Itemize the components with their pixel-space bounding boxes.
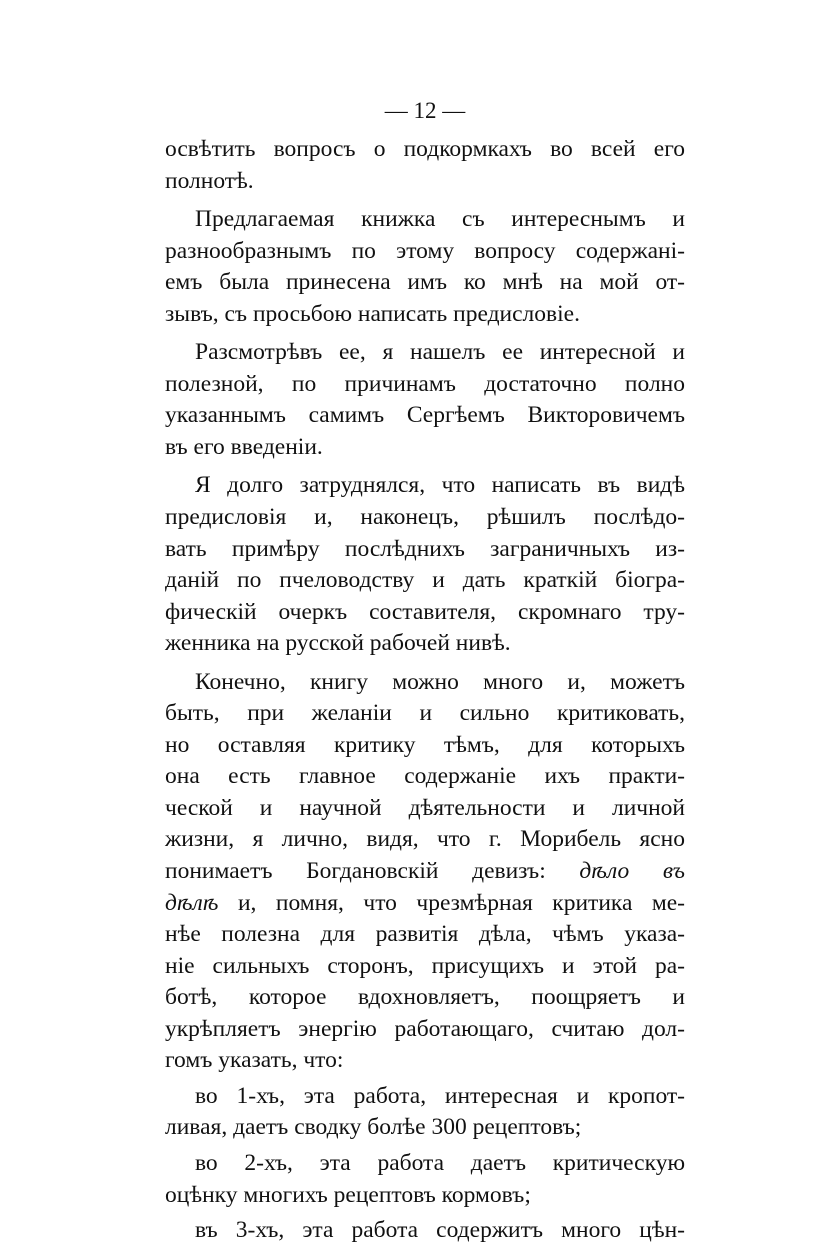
- text-line: вать примѣру послѣднихъ заграничныхъ из-: [165, 535, 685, 562]
- text-line: фическій очеркъ составителя, скромнаго тру-: [165, 598, 685, 625]
- paragraph: [165, 337, 685, 463]
- text-line: полнотѣ.: [165, 167, 254, 194]
- text-line: Конечно, книгу можно много и, можетъ: [195, 668, 685, 695]
- text-line: ливая, даетъ сводку болѣе 300 рецептовъ;: [165, 1114, 582, 1141]
- paragraph: [165, 470, 685, 659]
- paragraph: [165, 134, 685, 197]
- page-number: — 12 —: [384, 98, 466, 123]
- text-line: Разсмотрѣвъ ее, я нашелъ ее интересной и: [195, 339, 685, 366]
- paragraph: [165, 667, 685, 1077]
- text-line: во 2-хъ, эта работа даетъ критическую: [195, 1149, 685, 1176]
- text-line: быть, при желаніи и сильно критиковать,: [165, 700, 685, 727]
- text-line: разнообразнымъ по этому вопросу содержані-: [165, 237, 685, 264]
- paragraph: [165, 1081, 685, 1144]
- text-line-with-motto: [165, 856, 685, 888]
- text-line: въ его введеніи.: [165, 433, 323, 460]
- text-line: она есть главное содержаніе ихъ практи-: [165, 763, 685, 790]
- text-line: Предлагаемая книжка съ интереснымъ и: [195, 206, 685, 233]
- text-line: но оставляя критику тѣмъ, для которыхъ: [165, 731, 685, 758]
- text-line: Я долго затруднялся, что написать въ видѣ: [195, 472, 685, 499]
- text-line: полезной, по причинамъ достаточно полно: [165, 370, 685, 397]
- text-line: указаннымъ самимъ Сергѣемъ Викторовичемъ: [165, 402, 685, 429]
- text-line: ніе сильныхъ сторонъ, присущихъ и этой ра-: [165, 952, 685, 979]
- text-line: предисловія и, наконецъ, рѣшилъ послѣдо-: [165, 504, 685, 531]
- text-line: въ 3-хъ, эта работа содержитъ много цѣн-: [195, 1217, 685, 1244]
- motto-text: дѣло въ: [579, 858, 685, 885]
- text-line: зывъ, съ просьбою написать предисловіе.: [165, 300, 580, 327]
- text-line-segment: и, помня, что чрезмѣрная критика ме-: [237, 889, 685, 916]
- text-line-segment: понимаетъ Богдановскій девизъ:: [165, 858, 546, 885]
- text-line: жизни, я лично, видя, что г. Морибель ясно: [165, 826, 685, 853]
- text-line: ческой и научной дѣятельности и личной: [165, 794, 685, 821]
- paragraph: [165, 1148, 685, 1211]
- text-line: гомъ указать, что:: [165, 1047, 344, 1074]
- text-line: нѣе полезна для развитія дѣла, чѣмъ указа-: [165, 921, 685, 948]
- text-line: во 1-хъ, эта работа, интересная и кропот-: [195, 1082, 685, 1109]
- text-line: освѣтить вопросъ о подкормкахъ во всей его: [165, 136, 685, 162]
- text-line: емъ была принесена имъ ко мнѣ на мой от-: [165, 269, 685, 296]
- text-line: оцѣнку многихъ рецептовъ кормовъ;: [165, 1181, 531, 1208]
- text-line: даній по пчеловодству и дать краткій біогра-: [165, 567, 685, 594]
- text-line: женника на русской рабочей нивѣ.: [165, 630, 511, 657]
- text-body: [165, 134, 685, 1247]
- motto-text: дѣлѣ: [165, 889, 219, 916]
- text-line: укрѣпляетъ энергію работающаго, считаю дол-: [165, 1015, 685, 1042]
- text-line: ботѣ, которое вдохновляетъ, поощряетъ и: [165, 984, 685, 1011]
- paragraph: [165, 204, 685, 330]
- text-line-with-motto: [165, 888, 685, 920]
- paragraph: [165, 1215, 685, 1247]
